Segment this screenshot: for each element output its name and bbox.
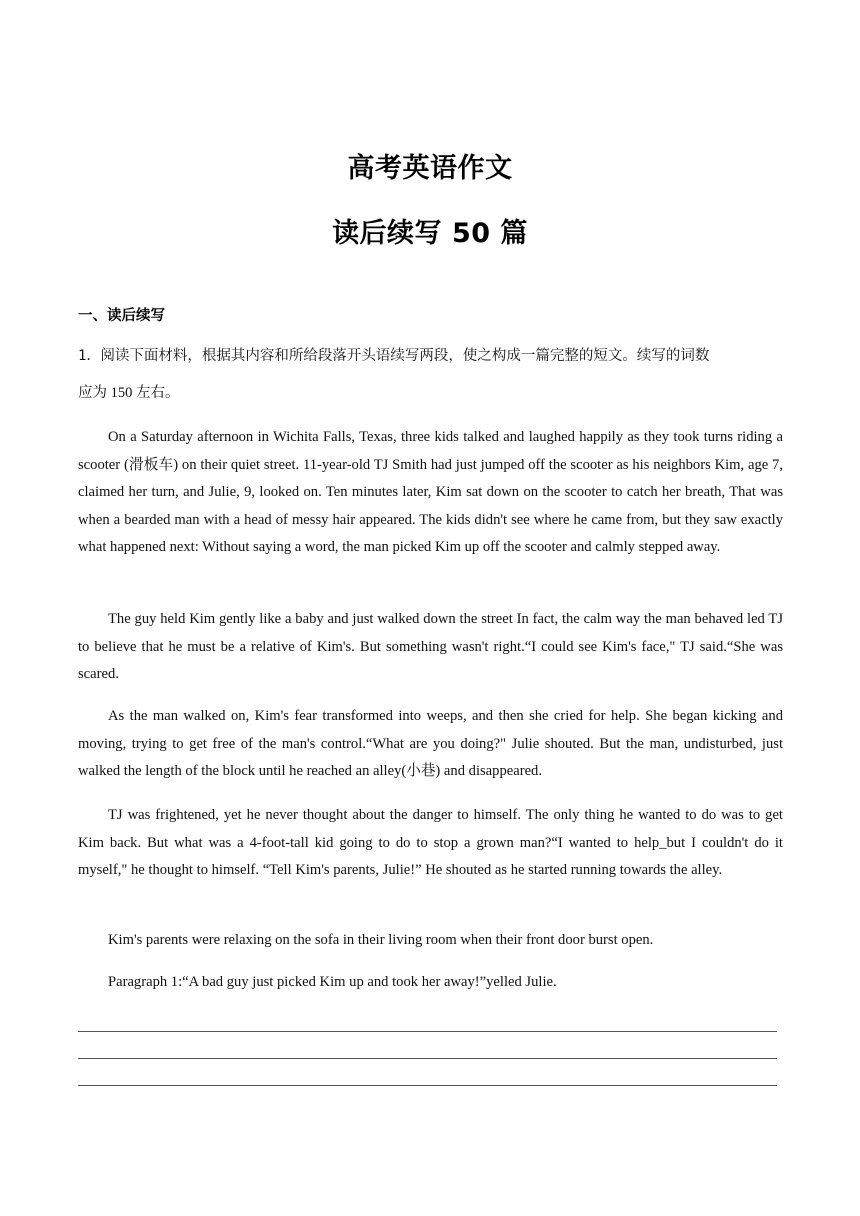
answer-line: [78, 1058, 777, 1059]
instruction-text: 阅读下面材料，根据其内容和所给段落开头语续写两段，使之构成一篇完整的短文。续写的词数: [100, 348, 710, 364]
document-subtitle: 读后续写 50 篇: [332, 218, 528, 249]
instruction-line-1: [78, 346, 778, 366]
paragraph-text: On a Saturday afternoon in Wichita Falls, Texas, three kids talked and laughed happily as they took turns riding a scooter (滑板车) on their quiet street. 11-year-old TJ Smith had just jumped off the scooter as his neighbors Kim, age 7, claimed her turn, and Julie, 9, looked on. Ten minutes later, Kim sat down on the scooter to catch her breath, That was when a bearded man with a head of messy hair appeared. The kids didn't see where he came from, but they saw exactly what happened next: Without saying a word, the man picked Kim up off the scooter and calmly stepped away.: [78, 429, 783, 555]
question-number: 1．: [78, 348, 101, 364]
passage-paragraph-1: [78, 424, 783, 562]
paragraph-text: TJ was frightened, yet he never thought about the danger to himself. The only thing he wanted to do was to get Kim back. But what was a 4-foot-tall kid going to do to stop a grown man?“I wanted to help_but I couldn't do it myself," he thought to himself. “Tell Kim's parents, Julie!” He shouted as he started running towards the alley.: [78, 807, 783, 878]
answer-line: [78, 1031, 777, 1032]
passage-paragraph-5: [78, 927, 783, 955]
instruction-line-2: 应为 150 左右。: [78, 385, 180, 401]
paragraph-text: Paragraph 1:“A bad guy just picked Kim up and took her away!”yelled Julie.: [108, 974, 557, 990]
paragraph-text: As the man walked on, Kim's fear transformed into weeps, and then she cried for help. She began kicking and moving, trying to get free of the man's control.“What are you doing?" Julie shouted. But the man, undisturbed, just walked the length of the block until he reached an alley(小巷) and disappeared.: [78, 708, 783, 779]
document-title: 高考英语作文: [347, 153, 513, 184]
paragraph-1-prompt: [78, 969, 783, 997]
paragraph-text: Kim's parents were relaxing on the sofa in their living room when their front door burst open.: [108, 932, 654, 948]
passage-paragraph-2: [78, 606, 783, 689]
section-heading: 一、读后续写: [78, 308, 165, 324]
passage-paragraph-4: [78, 802, 783, 885]
answer-line: [78, 1085, 777, 1086]
passage-paragraph-3: [78, 703, 783, 786]
paragraph-text: The guy held Kim gently like a baby and just walked down the street In fact, the calm way the man behaved led TJ to believe that he must be a relative of Kim's. But something wasn't right.“I could see Kim's face," TJ said.“She was scared.: [78, 611, 783, 682]
